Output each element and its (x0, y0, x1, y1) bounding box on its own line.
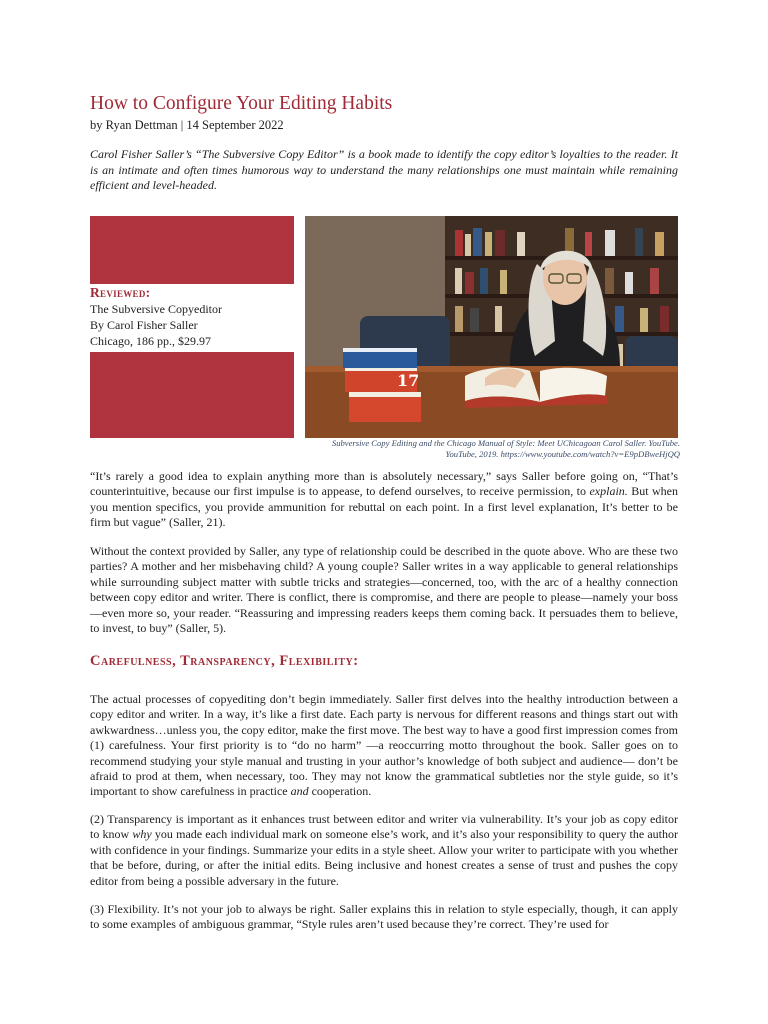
body-paragraph-3-part-a: The actual processes of copyediting don’t begin immediately. Saller first delves into the healthy introduction between a copy editor and writer. In a way, it’s like a first date. Each party is nervous for different reasons and things start out with awkwardness…unless you, the copy editor, make the first move. The best way to have a good first impression comes from (1) carefulness. Your first priority is to “do no harm” —a reoccurring motto throughout the book. Saller goes on to recommend studying your style manual and trusting in your author’s knowledge of both subject and audience— don’t be afraid to prod at them, when necessary, too. They may not know the grammatical subtleties nor the style guide, so it’s important to show carefulness in practice (90, 692, 678, 799)
article-byline: by Ryan Dettman | 14 September 2022 (90, 118, 284, 132)
accent-block-bottom (90, 352, 294, 438)
body-paragraph-3 (90, 692, 678, 800)
author-photo-illustration (305, 216, 678, 438)
accent-block-top (90, 216, 294, 284)
article-title: How to Configure Your Editing Habits (90, 93, 393, 114)
section-heading: Carefulness, Transparency, Flexibility: (90, 653, 359, 669)
body-paragraph-3-part-b: cooperation. (308, 784, 372, 799)
body-paragraph-1 (90, 469, 678, 531)
photo-caption: Subversive Copy Editing and the Chicago Manual of Style: Meet UChicagoan Carol Saller. YouTube. YouTube, 2019. https://www.youtube.com/watch?v=E9pDBweHjQQ (331, 438, 680, 459)
review-heading: Reviewed: (90, 285, 151, 300)
review-book-title: The Subversive Copyeditor (90, 302, 222, 316)
body-paragraph-1-part-b: But when you mention specifics, you provide ammunition for rebuttal on each point. In a first level explanation, It’s better to be firm but vague” (Saller, 21). (90, 484, 678, 530)
body-paragraph-3-emphasis: and (290, 784, 309, 799)
review-publication: Chicago, 186 pp., $29.97 (90, 334, 211, 348)
book-spine-number: 17 (397, 371, 420, 390)
article-intro: Carol Fisher Saller’s “The Subversive Copy Editor” is a book made to identify the copy editor’s loyalties to the reader. It is an intimate and often times humorous way to understand the many relationships one must maintain while remaining efficient and level-headed. (90, 147, 678, 193)
body-paragraph-4 (90, 812, 678, 889)
body-paragraph-4-part-b: you made each individual mark on someone else’s work, and it’s also your responsibility to query the author with confidence in your findings. Summarize your edits in a style sheet. Allow your writer to participate with you whether that be before, during, or after the initial edits. Being inclusive and honest creates a sense of trust and pushes the copy editor from being a possible adversary in the future. (90, 827, 679, 888)
author-photo (305, 216, 678, 438)
review-author: By Carol Fisher Saller (90, 318, 198, 332)
body-paragraph-1-part-a: “It’s rarely a good idea to explain anything more than is absolutely necessary,” says Saller before going on, “That’s counterintuitive, because our first impulse is to appease, to defend ourselves, to receive permission, to (90, 469, 678, 499)
body-paragraph-5: (3) Flexibility. It’s not your job to always be right. Saller explains this in relation to style especially, though, it can apply to some examples of ambiguous grammar, “Style rules aren’t used because they’re correct. They’re used for (90, 902, 678, 932)
body-paragraph-2: Without the context provided by Saller, any type of relationship could be described in the quote above. Who are these two parties? A mother and her misbehaving child? A young couple? Saller writes in a way applicable to general relationships while surrounding subject matter with subtle tricks and strategies—concerned, too, with the arc of a healthy connection between copy editor and writer. There is conflict, there is compromise, and there are people to please—namely your boss—even more so, your reader. “Reassuring and impressing readers keeps them coming back. It persuades them to believe, to invest, to buy” (Saller, 5). (90, 544, 678, 636)
review-box (90, 285, 294, 349)
body-paragraph-4-part-a: (2) Transparency is important as it enhances trust between editor and writer via vulnerability. It’s your job as copy editor to know (90, 812, 678, 842)
body-paragraph-4-emphasis: why (132, 827, 152, 842)
body-paragraph-1-emphasis: explain. (589, 484, 628, 499)
